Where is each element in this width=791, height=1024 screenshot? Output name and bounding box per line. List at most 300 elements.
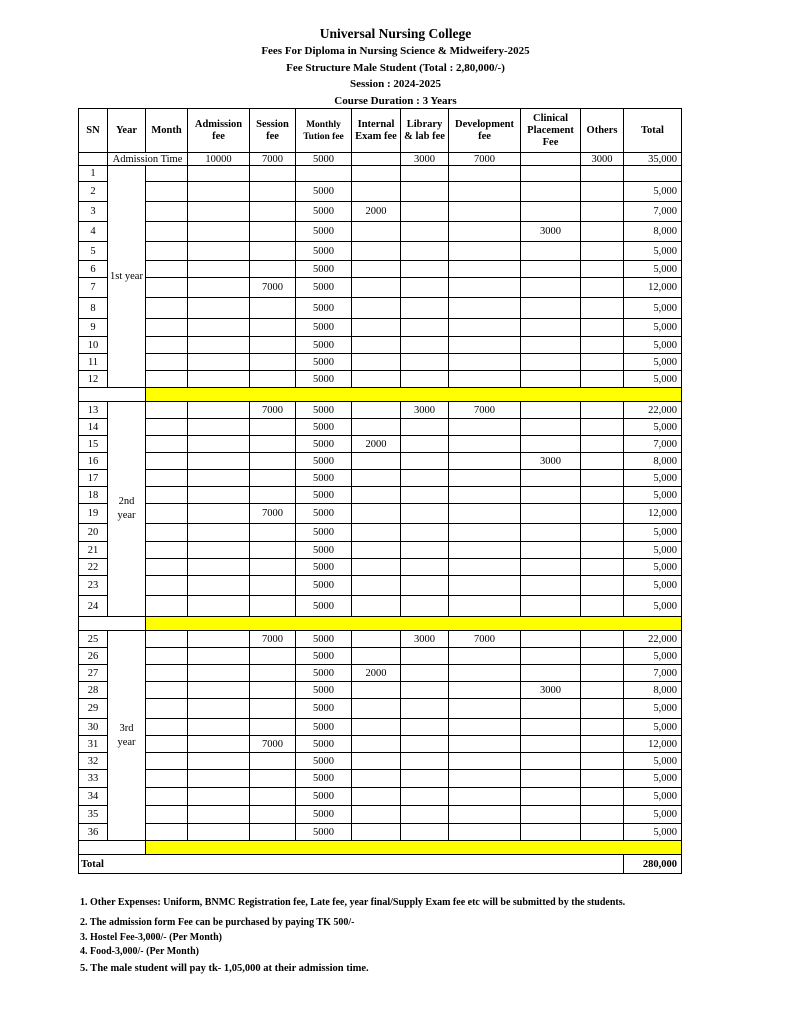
others-cell bbox=[581, 806, 624, 824]
sn-cell: 36 bbox=[79, 824, 108, 841]
month-row bbox=[79, 736, 682, 753]
admission-fee-cell bbox=[188, 298, 250, 319]
total-cell: 7,000 bbox=[624, 436, 682, 453]
month-cell bbox=[146, 504, 188, 524]
library-fee-cell bbox=[401, 699, 449, 719]
others-cell bbox=[581, 222, 624, 242]
session-fee-cell bbox=[250, 298, 296, 319]
total-cell: 5,000 bbox=[624, 699, 682, 719]
development-fee-cell bbox=[449, 770, 521, 788]
total-cell: 5,000 bbox=[624, 354, 682, 371]
month-cell bbox=[146, 298, 188, 319]
sn-cell: 15 bbox=[79, 436, 108, 453]
library-fee-cell bbox=[401, 504, 449, 524]
clinical-fee-cell bbox=[521, 806, 581, 824]
clinical-fee-cell bbox=[521, 596, 581, 617]
exam-fee-cell bbox=[352, 182, 401, 202]
total-cell: 5,000 bbox=[624, 524, 682, 542]
tuition-fee-cell: 5000 bbox=[296, 319, 352, 337]
sn-cell: 19 bbox=[79, 504, 108, 524]
admission-fee-cell bbox=[188, 542, 250, 559]
month-cell bbox=[146, 453, 188, 470]
sn-cell: 14 bbox=[79, 419, 108, 436]
clinical-fee-cell bbox=[521, 559, 581, 576]
admission-session-cell: 7000 bbox=[250, 153, 296, 166]
month-cell bbox=[146, 719, 188, 736]
admission-fee-cell bbox=[188, 419, 250, 436]
others-cell bbox=[581, 354, 624, 371]
development-fee-cell bbox=[449, 319, 521, 337]
development-fee-cell bbox=[449, 648, 521, 665]
total-cell: 8,000 bbox=[624, 222, 682, 242]
others-cell bbox=[581, 402, 624, 419]
month-row bbox=[79, 806, 682, 824]
sn-cell: 5 bbox=[79, 242, 108, 261]
development-fee-cell bbox=[449, 298, 521, 319]
month-cell bbox=[146, 319, 188, 337]
sn-cell: 27 bbox=[79, 665, 108, 682]
note-other-expenses: 1. Other Expenses: Uniform, BNMC Registration fee, Late fee, year final/Supply Exam fee etc will be submitted by the students. bbox=[80, 897, 626, 908]
separator-blank-cell bbox=[79, 388, 146, 402]
admission-clinical-cell bbox=[521, 153, 581, 166]
library-fee-cell bbox=[401, 453, 449, 470]
total-cell: 5,000 bbox=[624, 719, 682, 736]
total-cell: 7,000 bbox=[624, 202, 682, 222]
tuition-fee-cell: 5000 bbox=[296, 576, 352, 596]
tuition-fee-cell: 5000 bbox=[296, 542, 352, 559]
development-fee-cell bbox=[449, 753, 521, 770]
admission-fee-cell bbox=[188, 665, 250, 682]
others-cell bbox=[581, 542, 624, 559]
library-fee-cell bbox=[401, 436, 449, 453]
exam-fee-cell bbox=[352, 419, 401, 436]
clinical-fee-cell: 3000 bbox=[521, 682, 581, 699]
month-row bbox=[79, 559, 682, 576]
month-row bbox=[79, 337, 682, 354]
session-fee-cell bbox=[250, 436, 296, 453]
development-fee-cell bbox=[449, 665, 521, 682]
development-fee-cell bbox=[449, 719, 521, 736]
admission-fee-cell bbox=[188, 682, 250, 699]
exam-fee-cell bbox=[352, 242, 401, 261]
total-cell: 5,000 bbox=[624, 470, 682, 487]
exam-fee-cell bbox=[352, 631, 401, 648]
clinical-fee-cell bbox=[521, 699, 581, 719]
library-fee-cell bbox=[401, 736, 449, 753]
tuition-fee-cell: 5000 bbox=[296, 278, 352, 298]
session-fee-cell bbox=[250, 453, 296, 470]
month-cell bbox=[146, 736, 188, 753]
month-cell bbox=[146, 337, 188, 354]
admission-fee-cell bbox=[188, 166, 250, 182]
clinical-fee-cell bbox=[521, 631, 581, 648]
month-cell bbox=[146, 166, 188, 182]
exam-fee-cell bbox=[352, 298, 401, 319]
month-cell bbox=[146, 436, 188, 453]
session-fee-cell bbox=[250, 261, 296, 278]
others-cell bbox=[581, 166, 624, 182]
exam-fee-cell bbox=[352, 648, 401, 665]
month-row bbox=[79, 824, 682, 841]
clinical-fee-cell bbox=[521, 470, 581, 487]
year-separator-row bbox=[79, 617, 682, 631]
clinical-fee-cell bbox=[521, 753, 581, 770]
sn-cell: 29 bbox=[79, 699, 108, 719]
session-fee-cell bbox=[250, 753, 296, 770]
sn-cell: 32 bbox=[79, 753, 108, 770]
clinical-fee-cell bbox=[521, 371, 581, 388]
month-cell bbox=[146, 261, 188, 278]
admission-fee-cell bbox=[188, 576, 250, 596]
month-cell bbox=[146, 182, 188, 202]
development-fee-cell bbox=[449, 242, 521, 261]
others-cell bbox=[581, 337, 624, 354]
col-year: Year bbox=[108, 109, 146, 153]
total-cell: 5,000 bbox=[624, 648, 682, 665]
library-fee-cell bbox=[401, 319, 449, 337]
tuition-fee-cell: 5000 bbox=[296, 631, 352, 648]
others-cell bbox=[581, 719, 624, 736]
session-fee-cell bbox=[250, 337, 296, 354]
month-row bbox=[79, 419, 682, 436]
col-month: Month bbox=[146, 109, 188, 153]
yellow-highlight-band bbox=[146, 841, 682, 855]
tuition-fee-cell: 5000 bbox=[296, 770, 352, 788]
clinical-fee-cell bbox=[521, 261, 581, 278]
month-row bbox=[79, 699, 682, 719]
tuition-fee-cell: 5000 bbox=[296, 182, 352, 202]
development-fee-cell bbox=[449, 682, 521, 699]
month-cell bbox=[146, 648, 188, 665]
exam-fee-cell bbox=[352, 470, 401, 487]
development-fee-cell bbox=[449, 182, 521, 202]
others-cell bbox=[581, 753, 624, 770]
total-cell: 5,000 bbox=[624, 242, 682, 261]
total-cell: 22,000 bbox=[624, 631, 682, 648]
admission-fee-cell bbox=[188, 806, 250, 824]
tuition-fee-cell: 5000 bbox=[296, 419, 352, 436]
total-cell: 5,000 bbox=[624, 824, 682, 841]
exam-fee-cell bbox=[352, 504, 401, 524]
month-cell bbox=[146, 824, 188, 841]
others-cell bbox=[581, 631, 624, 648]
admission-total-cell: 35,000 bbox=[624, 153, 682, 166]
total-cell: 7,000 bbox=[624, 665, 682, 682]
clinical-fee-cell bbox=[521, 298, 581, 319]
tuition-fee-cell: 5000 bbox=[296, 402, 352, 419]
session-fee-cell bbox=[250, 319, 296, 337]
library-fee-cell bbox=[401, 806, 449, 824]
total-cell: 5,000 bbox=[624, 788, 682, 806]
exam-fee-cell bbox=[352, 453, 401, 470]
session-fee-cell bbox=[250, 487, 296, 504]
year-label-cell bbox=[108, 402, 146, 617]
admission-fee-cell bbox=[188, 278, 250, 298]
session-fee-cell: 7000 bbox=[250, 402, 296, 419]
month-row bbox=[79, 487, 682, 504]
library-fee-cell bbox=[401, 788, 449, 806]
exam-fee-cell bbox=[352, 524, 401, 542]
admission-fee-cell bbox=[188, 202, 250, 222]
tuition-fee-cell: 5000 bbox=[296, 648, 352, 665]
others-cell bbox=[581, 419, 624, 436]
exam-fee-cell bbox=[352, 806, 401, 824]
admission-fee-cell bbox=[188, 337, 250, 354]
exam-fee-cell bbox=[352, 576, 401, 596]
session-fee-cell bbox=[250, 202, 296, 222]
sn-cell: 21 bbox=[79, 542, 108, 559]
exam-fee-cell bbox=[352, 166, 401, 182]
session-fee-cell: 7000 bbox=[250, 736, 296, 753]
clinical-fee-cell bbox=[521, 419, 581, 436]
development-fee-cell bbox=[449, 824, 521, 841]
library-fee-cell bbox=[401, 182, 449, 202]
others-cell bbox=[581, 665, 624, 682]
yellow-highlight-band bbox=[146, 617, 682, 631]
total-cell: 12,000 bbox=[624, 504, 682, 524]
clinical-fee-cell bbox=[521, 770, 581, 788]
clinical-fee-cell bbox=[521, 736, 581, 753]
library-fee-cell: 3000 bbox=[401, 631, 449, 648]
exam-fee-cell bbox=[352, 542, 401, 559]
month-row bbox=[79, 682, 682, 699]
clinical-fee-cell bbox=[521, 504, 581, 524]
total-cell: 5,000 bbox=[624, 337, 682, 354]
month-cell bbox=[146, 354, 188, 371]
exam-fee-cell: 2000 bbox=[352, 436, 401, 453]
session-fee-cell bbox=[250, 788, 296, 806]
admission-time-row bbox=[79, 153, 682, 166]
month-row bbox=[79, 453, 682, 470]
month-row bbox=[79, 166, 682, 182]
month-row bbox=[79, 354, 682, 371]
note-admission-form: 2. The admission form Fee can be purchased by paying TK 500/- bbox=[80, 917, 355, 928]
col-clinical-placement-fee: Clinical Placement Fee bbox=[521, 109, 581, 153]
exam-fee-cell bbox=[352, 559, 401, 576]
grand-total-row bbox=[79, 855, 682, 874]
month-row bbox=[79, 182, 682, 202]
month-cell bbox=[146, 278, 188, 298]
clinical-fee-cell bbox=[521, 436, 581, 453]
month-row bbox=[79, 436, 682, 453]
year-label-cell bbox=[108, 166, 146, 388]
session-fee-cell bbox=[250, 596, 296, 617]
total-cell: 5,000 bbox=[624, 419, 682, 436]
others-cell bbox=[581, 278, 624, 298]
month-cell bbox=[146, 699, 188, 719]
others-cell bbox=[581, 596, 624, 617]
admission-fee-cell bbox=[188, 222, 250, 242]
exam-fee-cell bbox=[352, 788, 401, 806]
session-fee-cell bbox=[250, 542, 296, 559]
library-fee-cell bbox=[401, 648, 449, 665]
month-cell bbox=[146, 371, 188, 388]
others-cell bbox=[581, 261, 624, 278]
development-fee-cell bbox=[449, 436, 521, 453]
development-fee-cell bbox=[449, 596, 521, 617]
library-fee-cell bbox=[401, 682, 449, 699]
clinical-fee-cell bbox=[521, 202, 581, 222]
session-fee-cell bbox=[250, 665, 296, 682]
col-admission-fee: Admission fee bbox=[188, 109, 250, 153]
month-cell bbox=[146, 487, 188, 504]
tuition-fee-cell: 5000 bbox=[296, 436, 352, 453]
tuition-fee-cell: 5000 bbox=[296, 298, 352, 319]
library-fee-cell bbox=[401, 371, 449, 388]
note-hostel-fee: 3. Hostel Fee-3,000/- (Per Month) bbox=[80, 932, 222, 943]
duration-title: Course Duration : 3 Years bbox=[334, 94, 457, 107]
separator-blank-cell bbox=[79, 841, 146, 855]
tuition-fee-cell: 5000 bbox=[296, 202, 352, 222]
session-fee-cell bbox=[250, 648, 296, 665]
exam-fee-cell bbox=[352, 753, 401, 770]
exam-fee-cell bbox=[352, 337, 401, 354]
month-row bbox=[79, 371, 682, 388]
admission-fee-cell bbox=[188, 719, 250, 736]
admission-time-label: Admission Time bbox=[108, 153, 188, 166]
month-cell bbox=[146, 682, 188, 699]
month-row bbox=[79, 524, 682, 542]
sn-cell: 22 bbox=[79, 559, 108, 576]
admission-fee-cell bbox=[188, 524, 250, 542]
library-fee-cell bbox=[401, 166, 449, 182]
total-cell: 5,000 bbox=[624, 298, 682, 319]
month-row bbox=[79, 278, 682, 298]
session-fee-cell bbox=[250, 182, 296, 202]
tuition-fee-cell: 5000 bbox=[296, 719, 352, 736]
month-row bbox=[79, 261, 682, 278]
month-cell bbox=[146, 770, 188, 788]
note-admission-payment: 5. The male student will pay tk- 1,05,000 at their admission time. bbox=[80, 963, 369, 974]
clinical-fee-cell bbox=[521, 648, 581, 665]
total-cell: 5,000 bbox=[624, 261, 682, 278]
total-cell: 5,000 bbox=[624, 319, 682, 337]
clinical-fee-cell bbox=[521, 242, 581, 261]
tuition-fee-cell: 5000 bbox=[296, 487, 352, 504]
exam-fee-cell bbox=[352, 487, 401, 504]
program-title: Fees For Diploma in Nursing Science & Midweifery-2025 bbox=[261, 45, 530, 57]
others-cell bbox=[581, 202, 624, 222]
clinical-fee-cell bbox=[521, 824, 581, 841]
sn-cell: 2 bbox=[79, 182, 108, 202]
month-row bbox=[79, 542, 682, 559]
development-fee-cell bbox=[449, 202, 521, 222]
library-fee-cell bbox=[401, 261, 449, 278]
tuition-fee-cell: 5000 bbox=[296, 453, 352, 470]
clinical-fee-cell bbox=[521, 524, 581, 542]
library-fee-cell bbox=[401, 202, 449, 222]
admission-fee-cell: 10000 bbox=[188, 153, 250, 166]
month-row bbox=[79, 576, 682, 596]
library-fee-cell bbox=[401, 419, 449, 436]
exam-fee-cell bbox=[352, 222, 401, 242]
col-others: Others bbox=[581, 109, 624, 153]
others-cell bbox=[581, 576, 624, 596]
exam-fee-cell bbox=[352, 402, 401, 419]
library-fee-cell bbox=[401, 470, 449, 487]
others-cell bbox=[581, 770, 624, 788]
development-fee-cell bbox=[449, 806, 521, 824]
month-row bbox=[79, 504, 682, 524]
tuition-fee-cell: 5000 bbox=[296, 559, 352, 576]
tuition-fee-cell: 5000 bbox=[296, 371, 352, 388]
tuition-fee-cell: 5000 bbox=[296, 699, 352, 719]
tuition-fee-cell: 5000 bbox=[296, 682, 352, 699]
note-food-fee: 4. Food-3,000/- (Per Month) bbox=[80, 946, 199, 957]
others-cell bbox=[581, 682, 624, 699]
sn-cell: 7 bbox=[79, 278, 108, 298]
tuition-fee-cell: 5000 bbox=[296, 788, 352, 806]
development-fee-cell bbox=[449, 470, 521, 487]
sn-cell: 35 bbox=[79, 806, 108, 824]
library-fee-cell bbox=[401, 559, 449, 576]
exam-fee-cell bbox=[352, 354, 401, 371]
development-fee-cell: 7000 bbox=[449, 402, 521, 419]
sn-cell: 28 bbox=[79, 682, 108, 699]
total-cell: 22,000 bbox=[624, 402, 682, 419]
library-fee-cell bbox=[401, 576, 449, 596]
library-fee-cell bbox=[401, 665, 449, 682]
exam-fee-cell bbox=[352, 278, 401, 298]
sn-cell: 26 bbox=[79, 648, 108, 665]
exam-fee-cell bbox=[352, 699, 401, 719]
library-fee-cell bbox=[401, 354, 449, 371]
total-cell: 5,000 bbox=[624, 371, 682, 388]
month-cell bbox=[146, 631, 188, 648]
col-development-fee: Development fee bbox=[449, 109, 521, 153]
others-cell bbox=[581, 436, 624, 453]
tuition-fee-cell: 5000 bbox=[296, 736, 352, 753]
clinical-fee-cell bbox=[521, 337, 581, 354]
month-cell bbox=[146, 542, 188, 559]
year-label-line-1: 1st year bbox=[110, 270, 143, 282]
admission-fee-cell bbox=[188, 753, 250, 770]
total-cell: 5,000 bbox=[624, 487, 682, 504]
admission-fee-cell bbox=[188, 182, 250, 202]
clinical-fee-cell bbox=[521, 719, 581, 736]
sn-cell: 16 bbox=[79, 453, 108, 470]
clinical-fee-cell bbox=[521, 354, 581, 371]
month-row bbox=[79, 788, 682, 806]
clinical-fee-cell bbox=[521, 576, 581, 596]
others-cell bbox=[581, 487, 624, 504]
tuition-fee-cell: 5000 bbox=[296, 806, 352, 824]
admission-fee-cell bbox=[188, 504, 250, 524]
admission-fee-cell bbox=[188, 648, 250, 665]
col-monthly-tuition-fee: Monthly Tution fee bbox=[296, 109, 352, 153]
month-row bbox=[79, 770, 682, 788]
month-row bbox=[79, 665, 682, 682]
development-fee-cell bbox=[449, 559, 521, 576]
tuition-fee-cell: 5000 bbox=[296, 222, 352, 242]
others-cell bbox=[581, 470, 624, 487]
total-cell: 8,000 bbox=[624, 453, 682, 470]
admission-fee-cell bbox=[188, 487, 250, 504]
clinical-fee-cell bbox=[521, 788, 581, 806]
admission-fee-cell bbox=[188, 470, 250, 487]
admission-fee-cell bbox=[188, 453, 250, 470]
development-fee-cell bbox=[449, 419, 521, 436]
development-fee-cell bbox=[449, 222, 521, 242]
exam-fee-cell bbox=[352, 736, 401, 753]
session-fee-cell bbox=[250, 222, 296, 242]
session-fee-cell bbox=[250, 824, 296, 841]
session-fee-cell: 7000 bbox=[250, 504, 296, 524]
exam-fee-cell: 2000 bbox=[352, 665, 401, 682]
year-label-line-1: 3rd bbox=[119, 722, 134, 734]
session-fee-cell bbox=[250, 682, 296, 699]
sn-cell: 30 bbox=[79, 719, 108, 736]
